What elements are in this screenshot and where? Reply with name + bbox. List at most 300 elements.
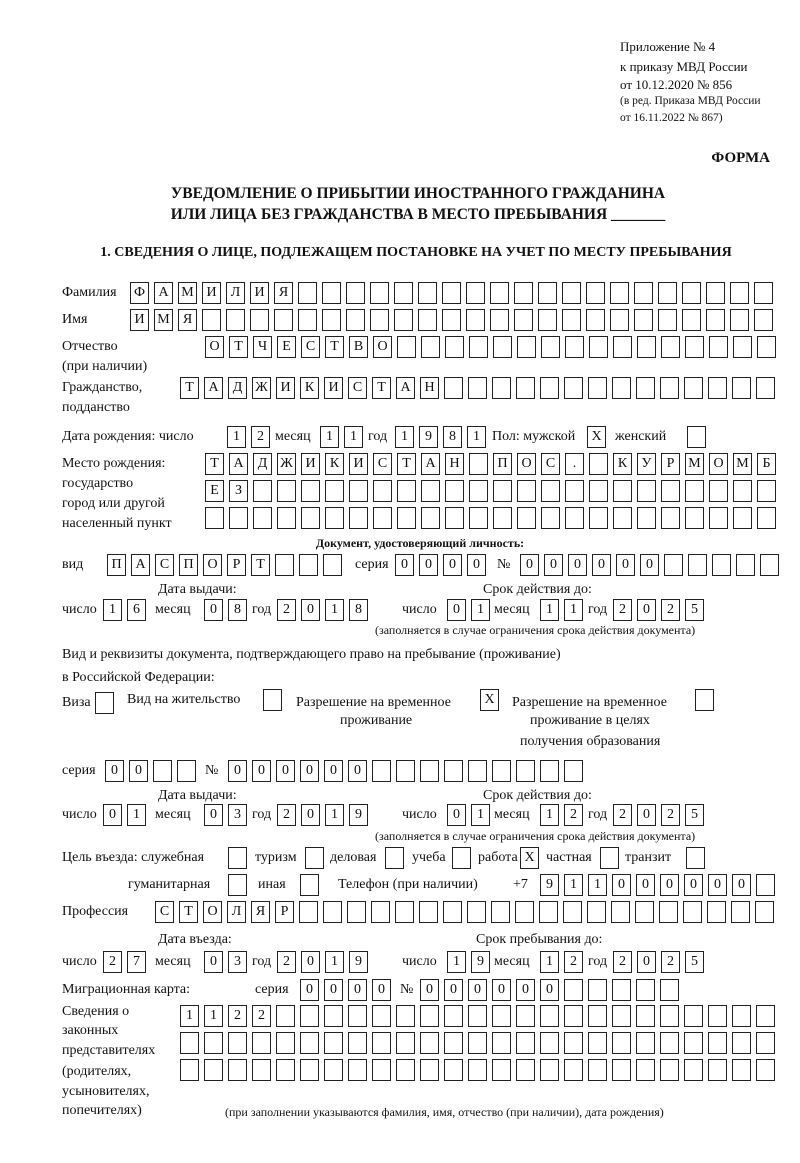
char-cell[interactable] xyxy=(493,480,512,502)
char-cell[interactable] xyxy=(637,480,656,502)
char-cell[interactable]: Т xyxy=(179,901,198,923)
char-cell[interactable]: А xyxy=(229,453,248,475)
char-cell[interactable] xyxy=(442,309,461,331)
char-cell[interactable] xyxy=(706,309,725,331)
char-cell[interactable] xyxy=(466,309,485,331)
char-cell[interactable] xyxy=(756,1005,775,1027)
char-cell[interactable] xyxy=(589,453,608,475)
char-cell[interactable] xyxy=(564,1032,583,1054)
char-cell[interactable] xyxy=(709,480,728,502)
char-cell[interactable] xyxy=(299,901,318,923)
char-cell[interactable]: 1 xyxy=(320,426,339,448)
char-cell[interactable]: 2 xyxy=(613,951,632,973)
char-cell[interactable] xyxy=(565,480,584,502)
char-cell[interactable] xyxy=(372,1059,391,1081)
char-cell[interactable] xyxy=(276,1032,295,1054)
char-cell[interactable] xyxy=(565,507,584,529)
char-cell[interactable]: О xyxy=(709,453,728,475)
char-cell[interactable]: 1 xyxy=(588,874,607,896)
char-cell[interactable]: С xyxy=(348,377,367,399)
char-cell[interactable] xyxy=(658,282,677,304)
char-cell[interactable]: Е xyxy=(205,480,224,502)
char-cell[interactable] xyxy=(540,1059,559,1081)
char-cell[interactable]: 1 xyxy=(564,874,583,896)
char-cell[interactable]: 0 xyxy=(348,760,367,782)
char-cell[interactable] xyxy=(660,1059,679,1081)
char-cell[interactable] xyxy=(346,282,365,304)
char-cell[interactable] xyxy=(539,901,558,923)
char-cell[interactable] xyxy=(682,309,701,331)
char-cell[interactable] xyxy=(683,901,702,923)
char-cell[interactable]: А xyxy=(154,282,173,304)
char-cell[interactable]: 1 xyxy=(127,804,146,826)
char-cell[interactable] xyxy=(685,507,704,529)
char-cell[interactable]: 1 xyxy=(344,426,363,448)
char-cell[interactable] xyxy=(730,282,749,304)
char-cell[interactable] xyxy=(612,1032,631,1054)
char-cell[interactable] xyxy=(346,309,365,331)
char-cell[interactable]: 5 xyxy=(685,951,704,973)
char-cell[interactable] xyxy=(299,554,318,576)
checkbox-cell[interactable] xyxy=(452,847,471,869)
char-cell[interactable] xyxy=(562,309,581,331)
char-cell[interactable] xyxy=(538,309,557,331)
char-cell[interactable]: Р xyxy=(661,453,680,475)
char-cell[interactable] xyxy=(538,282,557,304)
char-cell[interactable] xyxy=(732,1032,751,1054)
char-cell[interactable] xyxy=(730,309,749,331)
char-cell[interactable] xyxy=(634,309,653,331)
char-cell[interactable]: А xyxy=(396,377,415,399)
char-cell[interactable] xyxy=(731,901,750,923)
char-cell[interactable] xyxy=(514,309,533,331)
char-cell[interactable] xyxy=(420,1005,439,1027)
char-cell[interactable] xyxy=(684,1032,703,1054)
char-cell[interactable] xyxy=(396,1005,415,1027)
char-cell[interactable] xyxy=(612,979,631,1001)
char-cell[interactable]: 0 xyxy=(468,979,487,1001)
char-cell[interactable] xyxy=(684,377,703,399)
char-cell[interactable] xyxy=(469,480,488,502)
char-cell[interactable]: 2 xyxy=(564,804,583,826)
char-cell[interactable] xyxy=(204,1059,223,1081)
char-cell[interactable] xyxy=(733,336,752,358)
char-cell[interactable] xyxy=(274,309,293,331)
char-cell[interactable]: 0 xyxy=(420,979,439,1001)
char-cell[interactable] xyxy=(682,282,701,304)
char-cell[interactable] xyxy=(516,1059,535,1081)
char-cell[interactable] xyxy=(420,1032,439,1054)
char-cell[interactable]: 6 xyxy=(127,599,146,621)
char-cell[interactable] xyxy=(732,377,751,399)
char-cell[interactable] xyxy=(324,1032,343,1054)
char-cell[interactable] xyxy=(445,507,464,529)
char-cell[interactable] xyxy=(540,377,559,399)
char-cell[interactable] xyxy=(469,336,488,358)
char-cell[interactable] xyxy=(708,377,727,399)
char-cell[interactable] xyxy=(755,901,774,923)
char-cell[interactable]: 0 xyxy=(444,979,463,1001)
char-cell[interactable] xyxy=(564,1059,583,1081)
char-cell[interactable]: 0 xyxy=(324,760,343,782)
char-cell[interactable]: А xyxy=(131,554,150,576)
char-cell[interactable] xyxy=(468,1005,487,1027)
char-cell[interactable]: Т xyxy=(251,554,270,576)
char-cell[interactable] xyxy=(589,507,608,529)
char-cell[interactable] xyxy=(517,507,536,529)
char-cell[interactable] xyxy=(445,480,464,502)
char-cell[interactable]: С xyxy=(155,901,174,923)
char-cell[interactable] xyxy=(444,1005,463,1027)
checkbox-cell[interactable] xyxy=(228,874,247,896)
char-cell[interactable] xyxy=(588,1032,607,1054)
char-cell[interactable] xyxy=(492,377,511,399)
char-cell[interactable] xyxy=(324,1059,343,1081)
char-cell[interactable] xyxy=(443,901,462,923)
char-cell[interactable]: 0 xyxy=(204,951,223,973)
char-cell[interactable]: И xyxy=(250,282,269,304)
char-cell[interactable] xyxy=(661,336,680,358)
char-cell[interactable]: В xyxy=(349,336,368,358)
char-cell[interactable]: О xyxy=(205,336,224,358)
char-cell[interactable]: М xyxy=(685,453,704,475)
char-cell[interactable]: 2 xyxy=(613,804,632,826)
char-cell[interactable]: Д xyxy=(253,453,272,475)
char-cell[interactable] xyxy=(372,760,391,782)
char-cell[interactable] xyxy=(685,480,704,502)
char-cell[interactable] xyxy=(541,480,560,502)
char-cell[interactable] xyxy=(517,480,536,502)
char-cell[interactable]: Л xyxy=(226,282,245,304)
char-cell[interactable]: 0 xyxy=(467,554,486,576)
char-cell[interactable] xyxy=(610,282,629,304)
char-cell[interactable] xyxy=(493,336,512,358)
char-cell[interactable]: 0 xyxy=(129,760,148,782)
char-cell[interactable]: 0 xyxy=(540,979,559,1001)
char-cell[interactable]: 9 xyxy=(349,951,368,973)
char-cell[interactable] xyxy=(444,1032,463,1054)
checkbox-cell[interactable] xyxy=(686,847,705,869)
char-cell[interactable] xyxy=(563,901,582,923)
char-cell[interactable]: Т xyxy=(205,453,224,475)
char-cell[interactable] xyxy=(228,1059,247,1081)
char-cell[interactable] xyxy=(709,336,728,358)
char-cell[interactable] xyxy=(373,507,392,529)
char-cell[interactable] xyxy=(660,1032,679,1054)
char-cell[interactable]: П xyxy=(179,554,198,576)
char-cell[interactable] xyxy=(348,1032,367,1054)
char-cell[interactable] xyxy=(226,309,245,331)
char-cell[interactable] xyxy=(419,901,438,923)
char-cell[interactable]: И xyxy=(301,453,320,475)
char-cell[interactable]: С xyxy=(301,336,320,358)
char-cell[interactable] xyxy=(685,336,704,358)
char-cell[interactable]: 8 xyxy=(443,426,462,448)
char-cell[interactable] xyxy=(612,1059,631,1081)
char-cell[interactable]: 2 xyxy=(661,804,680,826)
char-cell[interactable] xyxy=(397,336,416,358)
char-cell[interactable]: 0 xyxy=(301,804,320,826)
char-cell[interactable] xyxy=(754,309,773,331)
char-cell[interactable]: 0 xyxy=(708,874,727,896)
char-cell[interactable] xyxy=(469,507,488,529)
char-cell[interactable] xyxy=(564,979,583,1001)
char-cell[interactable]: 0 xyxy=(103,804,122,826)
char-cell[interactable] xyxy=(323,901,342,923)
char-cell[interactable]: 0 xyxy=(395,554,414,576)
char-cell[interactable]: 2 xyxy=(661,951,680,973)
char-cell[interactable]: 0 xyxy=(105,760,124,782)
char-cell[interactable]: 1 xyxy=(103,599,122,621)
char-cell[interactable] xyxy=(634,282,653,304)
char-cell[interactable]: О xyxy=(517,453,536,475)
char-cell[interactable] xyxy=(275,554,294,576)
char-cell[interactable]: И xyxy=(130,309,149,331)
char-cell[interactable] xyxy=(252,1059,271,1081)
char-cell[interactable]: М xyxy=(733,453,752,475)
char-cell[interactable] xyxy=(394,309,413,331)
char-cell[interactable]: Я xyxy=(274,282,293,304)
char-cell[interactable]: Н xyxy=(445,453,464,475)
char-cell[interactable] xyxy=(635,901,654,923)
char-cell[interactable] xyxy=(301,480,320,502)
char-cell[interactable] xyxy=(276,1005,295,1027)
char-cell[interactable] xyxy=(492,1059,511,1081)
char-cell[interactable] xyxy=(253,507,272,529)
char-cell[interactable]: 3 xyxy=(228,951,247,973)
char-cell[interactable] xyxy=(564,760,583,782)
char-cell[interactable]: 9 xyxy=(349,804,368,826)
char-cell[interactable]: Ф xyxy=(130,282,149,304)
checkbox-cell[interactable]: X xyxy=(480,689,499,711)
char-cell[interactable] xyxy=(370,309,389,331)
char-cell[interactable]: 2 xyxy=(228,1005,247,1027)
char-cell[interactable] xyxy=(468,377,487,399)
char-cell[interactable] xyxy=(517,336,536,358)
char-cell[interactable] xyxy=(180,1032,199,1054)
char-cell[interactable] xyxy=(300,1059,319,1081)
char-cell[interactable] xyxy=(396,1032,415,1054)
char-cell[interactable] xyxy=(202,309,221,331)
char-cell[interactable]: 0 xyxy=(684,874,703,896)
char-cell[interactable]: 0 xyxy=(616,554,635,576)
char-cell[interactable] xyxy=(301,507,320,529)
char-cell[interactable] xyxy=(660,377,679,399)
char-cell[interactable] xyxy=(664,554,683,576)
char-cell[interactable] xyxy=(492,760,511,782)
char-cell[interactable]: 2 xyxy=(103,951,122,973)
char-cell[interactable]: Т xyxy=(372,377,391,399)
char-cell[interactable]: И xyxy=(202,282,221,304)
char-cell[interactable] xyxy=(707,901,726,923)
char-cell[interactable]: 2 xyxy=(277,951,296,973)
char-cell[interactable]: 2 xyxy=(251,426,270,448)
char-cell[interactable] xyxy=(661,507,680,529)
char-cell[interactable] xyxy=(516,1032,535,1054)
char-cell[interactable]: М xyxy=(154,309,173,331)
char-cell[interactable]: С xyxy=(541,453,560,475)
char-cell[interactable] xyxy=(276,1059,295,1081)
char-cell[interactable] xyxy=(757,336,776,358)
char-cell[interactable]: 1 xyxy=(325,599,344,621)
char-cell[interactable] xyxy=(490,282,509,304)
char-cell[interactable] xyxy=(445,336,464,358)
char-cell[interactable] xyxy=(732,1059,751,1081)
char-cell[interactable] xyxy=(444,1059,463,1081)
char-cell[interactable] xyxy=(396,760,415,782)
char-cell[interactable]: 0 xyxy=(228,760,247,782)
char-cell[interactable]: Н xyxy=(420,377,439,399)
char-cell[interactable] xyxy=(708,1032,727,1054)
char-cell[interactable] xyxy=(298,282,317,304)
char-cell[interactable]: 2 xyxy=(564,951,583,973)
char-cell[interactable]: 0 xyxy=(276,760,295,782)
char-cell[interactable] xyxy=(467,901,486,923)
checkbox-cell[interactable] xyxy=(228,847,247,869)
char-cell[interactable] xyxy=(515,901,534,923)
checkbox-cell[interactable] xyxy=(300,874,319,896)
char-cell[interactable]: 0 xyxy=(419,554,438,576)
char-cell[interactable]: А xyxy=(204,377,223,399)
char-cell[interactable]: 1 xyxy=(447,951,466,973)
char-cell[interactable] xyxy=(397,507,416,529)
char-cell[interactable] xyxy=(636,1032,655,1054)
char-cell[interactable] xyxy=(442,282,461,304)
char-cell[interactable]: 0 xyxy=(300,760,319,782)
char-cell[interactable]: Р xyxy=(275,901,294,923)
char-cell[interactable] xyxy=(253,480,272,502)
char-cell[interactable] xyxy=(322,282,341,304)
char-cell[interactable]: Ч xyxy=(253,336,272,358)
char-cell[interactable] xyxy=(613,507,632,529)
char-cell[interactable] xyxy=(540,1005,559,1027)
char-cell[interactable] xyxy=(348,1005,367,1027)
checkbox-cell[interactable] xyxy=(600,847,619,869)
char-cell[interactable]: Я xyxy=(178,309,197,331)
checkbox-cell[interactable] xyxy=(385,847,404,869)
char-cell[interactable] xyxy=(516,760,535,782)
char-cell[interactable]: 9 xyxy=(540,874,559,896)
char-cell[interactable] xyxy=(611,901,630,923)
char-cell[interactable] xyxy=(756,1059,775,1081)
char-cell[interactable] xyxy=(371,901,390,923)
char-cell[interactable] xyxy=(708,1059,727,1081)
char-cell[interactable]: Т xyxy=(180,377,199,399)
char-cell[interactable] xyxy=(420,760,439,782)
char-cell[interactable] xyxy=(586,309,605,331)
char-cell[interactable] xyxy=(636,1059,655,1081)
char-cell[interactable]: 0 xyxy=(447,599,466,621)
char-cell[interactable]: 5 xyxy=(685,804,704,826)
char-cell[interactable] xyxy=(418,282,437,304)
char-cell[interactable]: К xyxy=(325,453,344,475)
char-cell[interactable] xyxy=(298,309,317,331)
char-cell[interactable]: 2 xyxy=(277,804,296,826)
char-cell[interactable]: 1 xyxy=(227,426,246,448)
char-cell[interactable]: 0 xyxy=(544,554,563,576)
char-cell[interactable] xyxy=(637,336,656,358)
char-cell[interactable] xyxy=(757,480,776,502)
char-cell[interactable]: 0 xyxy=(732,874,751,896)
checkbox-cell[interactable] xyxy=(305,847,324,869)
char-cell[interactable] xyxy=(658,309,677,331)
char-cell[interactable]: Я xyxy=(251,901,270,923)
char-cell[interactable] xyxy=(394,282,413,304)
char-cell[interactable] xyxy=(322,309,341,331)
char-cell[interactable]: С xyxy=(155,554,174,576)
char-cell[interactable] xyxy=(706,282,725,304)
char-cell[interactable] xyxy=(588,1059,607,1081)
char-cell[interactable]: 0 xyxy=(443,554,462,576)
char-cell[interactable] xyxy=(589,336,608,358)
char-cell[interactable]: 0 xyxy=(568,554,587,576)
char-cell[interactable] xyxy=(349,507,368,529)
char-cell[interactable] xyxy=(660,979,679,1001)
char-cell[interactable]: К xyxy=(613,453,632,475)
char-cell[interactable]: 8 xyxy=(228,599,247,621)
char-cell[interactable]: 1 xyxy=(471,804,490,826)
char-cell[interactable] xyxy=(610,309,629,331)
char-cell[interactable]: 0 xyxy=(447,804,466,826)
char-cell[interactable] xyxy=(732,1005,751,1027)
char-cell[interactable]: 0 xyxy=(204,804,223,826)
char-cell[interactable]: 1 xyxy=(540,599,559,621)
char-cell[interactable] xyxy=(588,1005,607,1027)
char-cell[interactable] xyxy=(468,1059,487,1081)
char-cell[interactable] xyxy=(736,554,755,576)
char-cell[interactable]: Е xyxy=(277,336,296,358)
char-cell[interactable] xyxy=(637,507,656,529)
char-cell[interactable]: 1 xyxy=(540,804,559,826)
char-cell[interactable]: 1 xyxy=(467,426,486,448)
char-cell[interactable] xyxy=(421,507,440,529)
char-cell[interactable] xyxy=(347,901,366,923)
char-cell[interactable] xyxy=(660,1005,679,1027)
char-cell[interactable]: Л xyxy=(227,901,246,923)
char-cell[interactable] xyxy=(228,1032,247,1054)
char-cell[interactable] xyxy=(492,1005,511,1027)
char-cell[interactable] xyxy=(540,760,559,782)
char-cell[interactable]: 2 xyxy=(277,599,296,621)
char-cell[interactable] xyxy=(636,377,655,399)
char-cell[interactable] xyxy=(588,979,607,1001)
char-cell[interactable] xyxy=(444,760,463,782)
char-cell[interactable] xyxy=(421,336,440,358)
char-cell[interactable] xyxy=(733,507,752,529)
char-cell[interactable] xyxy=(562,282,581,304)
char-cell[interactable] xyxy=(516,1005,535,1027)
char-cell[interactable] xyxy=(613,336,632,358)
char-cell[interactable] xyxy=(349,480,368,502)
char-cell[interactable]: 0 xyxy=(301,951,320,973)
char-cell[interactable] xyxy=(250,309,269,331)
checkbox-cell[interactable] xyxy=(263,689,282,711)
char-cell[interactable]: 0 xyxy=(324,979,343,1001)
char-cell[interactable]: С xyxy=(373,453,392,475)
char-cell[interactable]: 2 xyxy=(613,599,632,621)
char-cell[interactable] xyxy=(325,480,344,502)
char-cell[interactable]: 1 xyxy=(540,951,559,973)
char-cell[interactable] xyxy=(756,1032,775,1054)
char-cell[interactable]: 0 xyxy=(492,979,511,1001)
checkbox-cell[interactable] xyxy=(687,426,706,448)
char-cell[interactable] xyxy=(372,1005,391,1027)
char-cell[interactable]: Ж xyxy=(252,377,271,399)
char-cell[interactable]: 8 xyxy=(349,599,368,621)
char-cell[interactable] xyxy=(205,507,224,529)
char-cell[interactable]: 0 xyxy=(516,979,535,1001)
char-cell[interactable] xyxy=(418,309,437,331)
